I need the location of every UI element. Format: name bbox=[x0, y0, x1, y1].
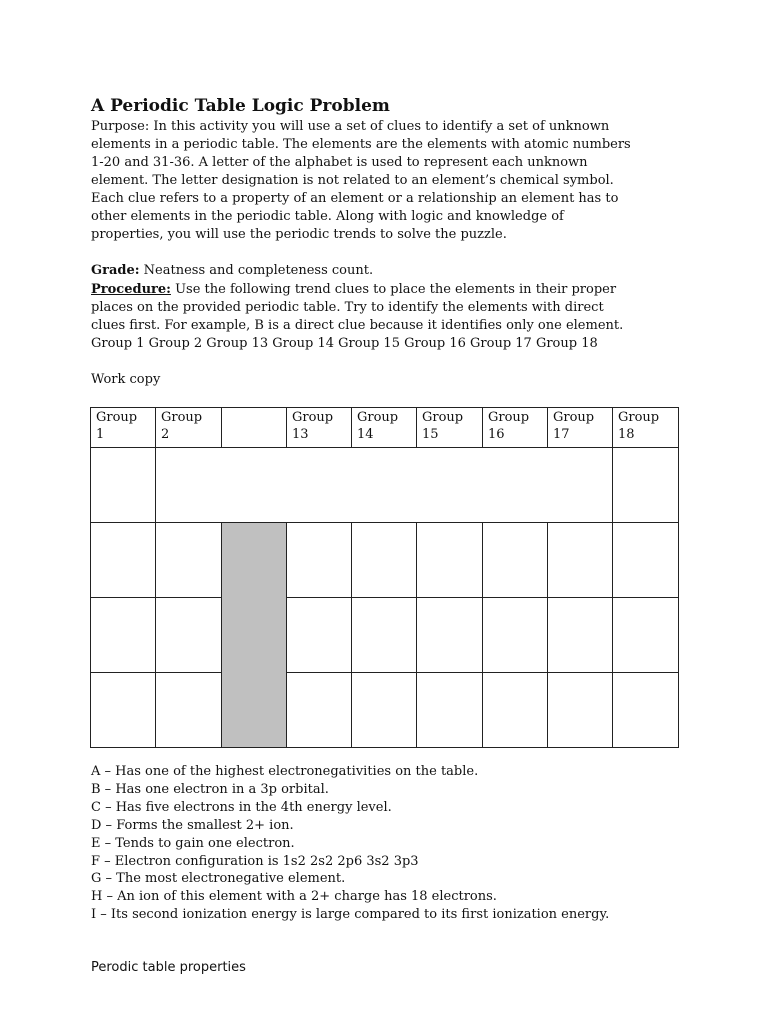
header-line: 14 bbox=[357, 427, 374, 442]
grade-label: Grade: bbox=[91, 263, 140, 278]
table-cell bbox=[352, 673, 417, 748]
page-footer: Perodic table properties bbox=[91, 960, 246, 975]
header-cell bbox=[548, 408, 613, 448]
procedure-line: places on the provided periodic table. Try to identify the elements with direct bbox=[91, 300, 604, 315]
table-header-row bbox=[91, 408, 679, 448]
table-cell-merged bbox=[156, 448, 613, 523]
header-cell bbox=[613, 408, 679, 448]
purpose-line: elements in a periodic table. The elements are the elements with atomic numbers bbox=[91, 137, 631, 152]
table-cell bbox=[91, 673, 156, 748]
table-cell bbox=[156, 523, 222, 598]
header-line: 18 bbox=[618, 427, 635, 442]
purpose-line: element. The letter designation is not related to an element’s chemical symbol. bbox=[91, 173, 614, 188]
table-cell bbox=[417, 523, 483, 598]
table-cell bbox=[483, 598, 548, 673]
table-cell bbox=[613, 523, 679, 598]
purpose-paragraph bbox=[91, 118, 691, 244]
procedure-line: clues first. For example, B is a direct clue because it identifies only one element. bbox=[91, 318, 624, 333]
table-row bbox=[91, 523, 679, 598]
clue-item: E – Tends to gain one electron. bbox=[91, 835, 295, 851]
header-line: 13 bbox=[292, 427, 309, 442]
header-line: 1 bbox=[96, 427, 105, 442]
table-cell bbox=[483, 523, 548, 598]
purpose-line: Each clue refers to a property of an element or a relationship an element has to bbox=[91, 191, 619, 206]
purpose-line: Purpose: In this activity you will use a set of clues to identify a set of unknown bbox=[91, 119, 610, 134]
purpose-line: 1-20 and 31-36. A letter of the alphabet is used to represent each unknown bbox=[91, 155, 588, 170]
header-line: 17 bbox=[553, 427, 570, 442]
grade-text: Neatness and completeness count. bbox=[139, 263, 374, 278]
table-cell bbox=[91, 598, 156, 673]
header-line: Group bbox=[553, 410, 595, 425]
header-cell bbox=[222, 408, 287, 448]
header-cell bbox=[417, 408, 483, 448]
page-title: A Periodic Table Logic Problem bbox=[91, 96, 390, 116]
clue-item: H – An ion of this element with a 2+ charge has 18 electrons. bbox=[91, 889, 497, 905]
procedure-text: Use the following trend clues to place the elements in their proper bbox=[170, 282, 617, 297]
clue-item: G – The most electronegative element. bbox=[91, 871, 346, 887]
clue-item: C – Has five electrons in the 4th energy level. bbox=[91, 799, 392, 815]
header-cell bbox=[352, 408, 417, 448]
table-cell bbox=[548, 523, 613, 598]
table-cell bbox=[417, 598, 483, 673]
clue-item: A – Has one of the highest electronegativities on the table. bbox=[91, 764, 479, 779]
header-line: Group bbox=[161, 410, 203, 425]
header-line: 2 bbox=[161, 427, 170, 442]
header-cell bbox=[156, 408, 222, 448]
table-cell bbox=[91, 448, 156, 523]
header-line: Group bbox=[422, 410, 464, 425]
table-cell bbox=[352, 523, 417, 598]
clue-item: I – Its second ionization energy is large compared to its first ionization energy. bbox=[91, 907, 610, 923]
header-line: Group bbox=[488, 410, 530, 425]
shaded-cell bbox=[222, 523, 287, 748]
table-cell bbox=[548, 598, 613, 673]
header-line: 16 bbox=[488, 427, 505, 442]
purpose-line: other elements in the periodic table. Along with logic and knowledge of bbox=[91, 209, 564, 224]
clue-item: F – Electron configuration is 1s2 2s2 2p6 3s2 3p3 bbox=[91, 853, 419, 869]
header-cell bbox=[287, 408, 352, 448]
table-cell bbox=[352, 598, 417, 673]
table-cell bbox=[156, 598, 222, 673]
table-cell bbox=[156, 673, 222, 748]
header-line: Group bbox=[618, 410, 660, 425]
procedure-line bbox=[91, 281, 691, 299]
work-copy-label: Work copy bbox=[91, 372, 161, 387]
table-cell bbox=[548, 673, 613, 748]
table-cell bbox=[91, 523, 156, 598]
header-line: 15 bbox=[422, 427, 439, 442]
header-cell bbox=[91, 408, 156, 448]
periodic-table-grid bbox=[90, 407, 679, 748]
table-cell bbox=[483, 673, 548, 748]
table-cell bbox=[613, 448, 679, 523]
procedure-label: Procedure: bbox=[91, 282, 171, 297]
header-line: Group bbox=[96, 410, 138, 425]
table-cell bbox=[287, 523, 352, 598]
header-cell bbox=[483, 408, 548, 448]
purpose-line: properties, you will use the periodic trends to solve the puzzle. bbox=[91, 227, 507, 242]
table-row bbox=[91, 673, 679, 748]
groups-line: Group 1 Group 2 Group 13 Group 14 Group 15 Group 16 Group 17 Group 18 bbox=[91, 336, 598, 351]
table-cell bbox=[287, 673, 352, 748]
procedure-paragraph bbox=[91, 281, 691, 335]
header-line: Group bbox=[292, 410, 334, 425]
clue-item: D – Forms the smallest 2+ ion. bbox=[91, 817, 294, 833]
table-row bbox=[91, 448, 679, 523]
table-cell bbox=[287, 598, 352, 673]
table-cell bbox=[417, 673, 483, 748]
grade-line bbox=[91, 262, 691, 280]
header-line: Group bbox=[357, 410, 399, 425]
clue-list bbox=[91, 763, 609, 924]
clue-item: B – Has one electron in a 3p orbital. bbox=[91, 781, 329, 797]
table-row bbox=[91, 598, 679, 673]
table-cell bbox=[613, 673, 679, 748]
table-cell bbox=[613, 598, 679, 673]
